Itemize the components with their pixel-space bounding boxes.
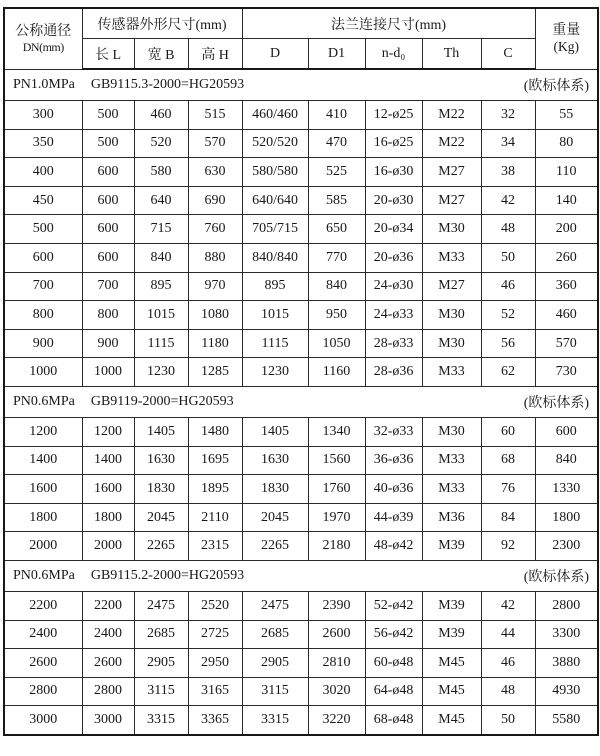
table-cell: 16-ø30 [365,158,422,187]
table-cell: 760 [188,215,242,244]
table-cell: 770 [308,243,365,272]
table-cell: 3880 [535,649,598,678]
table-cell: 2265 [242,532,308,561]
table-cell: 2400 [4,620,82,649]
table-cell: M33 [422,475,481,504]
table-cell: 1800 [82,503,134,532]
table-cell: 585 [308,186,365,215]
table-cell: 2600 [82,649,134,678]
table-cell: 2200 [4,591,82,620]
table-cell: 1600 [82,475,134,504]
table-cell: 300 [4,101,82,130]
table-cell: 80 [535,129,598,158]
table-header [4,8,598,69]
table-cell: 3000 [4,706,82,735]
table-row [4,446,598,475]
table-cell: 1970 [308,503,365,532]
table-cell: 600 [82,158,134,187]
table-row [4,677,598,706]
table-cell: M27 [422,158,481,187]
table-cell: 3315 [134,706,188,735]
table-row [4,591,598,620]
table-cell: 3115 [242,677,308,706]
table-cell: 48 [481,215,535,244]
table-cell: 28-ø36 [365,358,422,387]
table-cell: 92 [481,532,535,561]
table-cell: 50 [481,706,535,735]
table-cell: 5580 [535,706,598,735]
table-cell: 600 [4,243,82,272]
table-cell: 1015 [134,301,188,330]
table-cell: 360 [535,272,598,301]
table-cell: 1800 [4,503,82,532]
table-cell: 44 [481,620,535,649]
table-cell: 1560 [308,446,365,475]
section-standard-label: GB9115.2-2000=HG20593 [90,567,245,583]
table-cell: 4930 [535,677,598,706]
table-cell: 1330 [535,475,598,504]
section-standard-label: GB9115.3-2000=HG20593 [90,77,245,92]
table-cell: 650 [308,215,365,244]
table-cell: M45 [422,706,481,735]
table-cell: 68 [481,446,535,475]
section-pressure-label: PN1.0MPa [13,77,75,92]
table-cell: 2315 [188,532,242,561]
header-weight-unit: (Kg) [553,39,580,55]
table-body [4,69,598,735]
table-cell: 470 [308,129,365,158]
table-cell: 500 [4,215,82,244]
table-cell: 640/640 [242,186,308,215]
header-dn-cell [4,8,82,69]
table-cell: 450 [4,186,82,215]
table-cell: M36 [422,503,481,532]
table-cell: 48-ø42 [365,532,422,561]
table-cell: 2000 [4,532,82,561]
table-cell: 1230 [134,358,188,387]
header-subcol-long-l: 长 L [82,39,134,70]
table-cell: 400 [4,158,82,187]
table-cell: M45 [422,677,481,706]
table-row [4,101,598,130]
table-row [4,186,598,215]
table-cell: 20-ø34 [365,215,422,244]
table-row [4,358,598,387]
table-row [4,158,598,187]
table-cell: 730 [535,358,598,387]
table-cell: 840 [134,243,188,272]
table-row [4,649,598,678]
table-cell: 2475 [242,591,308,620]
table-cell: 600 [535,417,598,446]
section-label-group [5,392,597,412]
table-cell: 1340 [308,417,365,446]
table-cell: 55 [535,101,598,130]
table-cell: 600 [82,186,134,215]
table-cell: 2810 [308,649,365,678]
table-cell: 76 [481,475,535,504]
table-cell: 460/460 [242,101,308,130]
table-cell: 1115 [242,329,308,358]
table-cell: 60 [481,417,535,446]
table-cell: M39 [422,620,481,649]
table-row [4,272,598,301]
table-cell: 1200 [82,417,134,446]
table-cell: 1405 [242,417,308,446]
table-cell: 50 [481,243,535,272]
table-cell: M22 [422,129,481,158]
table-cell: 515 [188,101,242,130]
table-cell: 3220 [308,706,365,735]
table-cell: 2390 [308,591,365,620]
header-subcol-n-d0: n-d₀ [365,39,422,70]
table-cell: 2800 [4,677,82,706]
table-cell: M33 [422,243,481,272]
table-cell: 2950 [188,649,242,678]
table-cell: 12-ø25 [365,101,422,130]
table-cell: 42 [481,186,535,215]
table-cell: 630 [188,158,242,187]
table-cell: 2045 [242,503,308,532]
table-cell: 1230 [242,358,308,387]
header-subcol-c: C [481,39,535,70]
table-cell: 2800 [82,677,134,706]
table-cell: 2905 [134,649,188,678]
table-cell: 2000 [82,532,134,561]
table-row [4,129,598,158]
table-row [4,417,598,446]
table-cell: 140 [535,186,598,215]
table-cell: M30 [422,329,481,358]
table-cell: 48 [481,677,535,706]
table-cell: 640 [134,186,188,215]
table-cell: 1830 [242,475,308,504]
table-row [4,706,598,735]
table-cell: 28-ø33 [365,329,422,358]
table-cell: 520/520 [242,129,308,158]
table-cell: 900 [4,329,82,358]
table-cell: 3000 [82,706,134,735]
table-cell: M30 [422,301,481,330]
table-cell: 970 [188,272,242,301]
table-cell: 2475 [134,591,188,620]
table-cell: 1400 [4,446,82,475]
table-row [4,215,598,244]
header-dn-title: 公称通径 [15,23,72,39]
section-label-group [5,75,597,95]
table-cell: 52-ø42 [365,591,422,620]
table-cell: 32-ø33 [365,417,422,446]
table-cell: 705/715 [242,215,308,244]
table-cell: 110 [535,158,598,187]
table-row [4,243,598,272]
table-cell: 1895 [188,475,242,504]
section-pressure-label: PN0.6MPa [13,567,75,583]
table-cell: 1115 [134,329,188,358]
table-cell: 2905 [242,649,308,678]
section-standard-label: GB9119-2000=HG20593 [90,393,234,409]
table-cell: 895 [134,272,188,301]
table-cell: 60-ø48 [365,649,422,678]
table-cell: 700 [4,272,82,301]
table-cell: 580/580 [242,158,308,187]
table-cell: 44-ø39 [365,503,422,532]
table-cell: 32 [481,101,535,130]
section-label-group [5,566,597,586]
table-cell: 800 [4,301,82,330]
section-row [4,560,598,591]
table-cell: 34 [481,129,535,158]
header-subcol-wide-b: 宽 B [134,39,188,70]
table-row [4,301,598,330]
table-cell: 1050 [308,329,365,358]
table-row [4,620,598,649]
table-cell: 3315 [242,706,308,735]
table-cell: 2200 [82,591,134,620]
table-cell: 16-ø25 [365,129,422,158]
table-cell: 1405 [134,417,188,446]
table-cell: 1160 [308,358,365,387]
table-cell: 460 [535,301,598,330]
table-cell: 1760 [308,475,365,504]
section-row [4,69,598,101]
header-flange-group: 法兰连接尺寸(mm) [242,8,535,39]
table-cell: 2180 [308,532,365,561]
table-cell: 56 [481,329,535,358]
table-cell: 2725 [188,620,242,649]
table-cell: 840/840 [242,243,308,272]
table-cell: 880 [188,243,242,272]
table-cell: 84 [481,503,535,532]
table-cell: 500 [82,129,134,158]
table-cell: 600 [82,243,134,272]
table-cell: 3020 [308,677,365,706]
table-cell: 840 [308,272,365,301]
table-cell: 2685 [134,620,188,649]
table-cell: 690 [188,186,242,215]
table-cell: 950 [308,301,365,330]
header-dn-sub: DN(mm) [22,39,64,54]
table-cell: 460 [134,101,188,130]
table-cell: 2520 [188,591,242,620]
table-cell: 900 [82,329,134,358]
header-subcol-high-h: 高 H [188,39,242,70]
header-subcol-d: D [242,39,308,70]
table-cell: M30 [422,215,481,244]
table-cell: 260 [535,243,598,272]
table-cell: 3115 [134,677,188,706]
table-cell: 3365 [188,706,242,735]
table-cell: 2685 [242,620,308,649]
table-cell: 36-ø36 [365,446,422,475]
table-cell: 1000 [82,358,134,387]
table-cell: M27 [422,272,481,301]
table-cell: 20-ø30 [365,186,422,215]
table-row [4,532,598,561]
table-cell: 700 [82,272,134,301]
table-cell: 580 [134,158,188,187]
table-cell: 2265 [134,532,188,561]
table-cell: 64-ø48 [365,677,422,706]
table-cell: 1630 [134,446,188,475]
table-cell: 2600 [4,649,82,678]
table-cell: 840 [535,446,598,475]
table-cell: 2110 [188,503,242,532]
table-cell: 2045 [134,503,188,532]
header-weight-title: 重量 [552,23,581,39]
table-cell: M33 [422,358,481,387]
table-cell: 600 [82,215,134,244]
table-cell: 3300 [535,620,598,649]
table-cell: M45 [422,649,481,678]
table-cell: 38 [481,158,535,187]
table-cell: 2800 [535,591,598,620]
table-cell: 1630 [242,446,308,475]
table-cell: 1015 [242,301,308,330]
table-cell: M30 [422,417,481,446]
table-row [4,503,598,532]
table-cell: 1180 [188,329,242,358]
table-cell: 1600 [4,475,82,504]
header-sensor-group: 传感器外形尺寸(mm) [82,8,242,39]
header-subcol-d1: D1 [308,39,365,70]
table-cell: 895 [242,272,308,301]
table-cell: 410 [308,101,365,130]
table-cell: 525 [308,158,365,187]
flange-dimension-table [3,7,599,736]
table-cell: 520 [134,129,188,158]
table-cell: 715 [134,215,188,244]
table-cell: 46 [481,649,535,678]
table-cell: M39 [422,532,481,561]
table-cell: 570 [188,129,242,158]
table-cell: M22 [422,101,481,130]
table-cell: 1000 [4,358,82,387]
table-cell: 46 [481,272,535,301]
table-row [4,329,598,358]
table-cell: 1695 [188,446,242,475]
section-pressure-label: PN0.6MPa [13,393,75,409]
table-cell: 2300 [535,532,598,561]
table-cell: 68-ø48 [365,706,422,735]
table-cell: 24-ø33 [365,301,422,330]
table-cell: M33 [422,446,481,475]
table-cell: 2400 [82,620,134,649]
table-cell: 56-ø42 [365,620,422,649]
table-cell: 1800 [535,503,598,532]
section-system-label: (欧标体系) [523,569,590,585]
table-cell: 1200 [4,417,82,446]
table-cell: M27 [422,186,481,215]
section-row [4,386,598,417]
table-cell: 40-ø36 [365,475,422,504]
header-weight-cell [535,8,598,69]
table-cell: 1080 [188,301,242,330]
table-cell: 3165 [188,677,242,706]
table-cell: 200 [535,215,598,244]
table-cell: 20-ø36 [365,243,422,272]
table-cell: 570 [535,329,598,358]
table-cell: 800 [82,301,134,330]
section-system-label: (欧标体系) [523,79,590,94]
table-cell: 350 [4,129,82,158]
table-cell: 1480 [188,417,242,446]
table-cell: 42 [481,591,535,620]
table-cell: 52 [481,301,535,330]
header-subcol-th: Th [422,39,481,70]
table-cell: 500 [82,101,134,130]
table-cell: 2600 [308,620,365,649]
table-cell: 24-ø30 [365,272,422,301]
table-cell: 1400 [82,446,134,475]
table-cell: 62 [481,358,535,387]
table-cell: M39 [422,591,481,620]
table-cell: 1830 [134,475,188,504]
table-row [4,475,598,504]
table-cell: 1285 [188,358,242,387]
section-system-label: (欧标体系) [523,395,590,411]
